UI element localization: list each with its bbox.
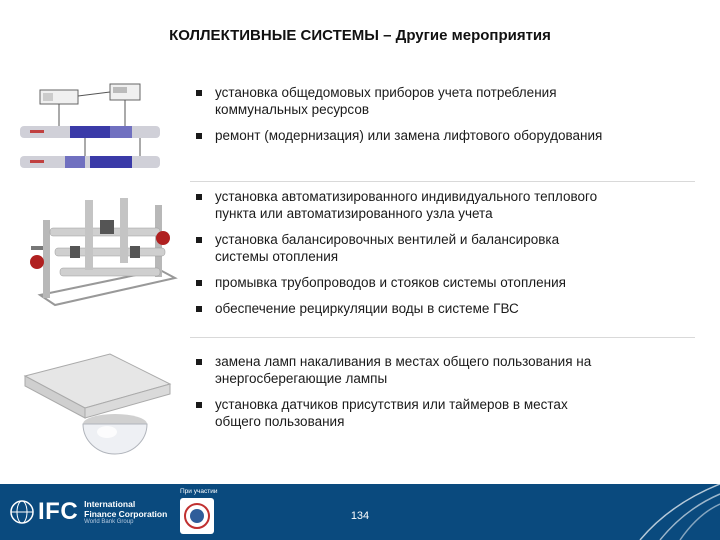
bullet-text-line: общего пользования: [215, 414, 345, 429]
bullet-text-line: обеспечение рециркуляции воды в системе ГВС: [215, 301, 519, 316]
footer-bar: [0, 484, 720, 540]
heat-substation-image: [15, 190, 185, 315]
bullet-text-line: промывка трубопроводов и стояков системы отопления: [215, 275, 566, 290]
bullet-text-line: ремонт (модернизация) или замена лифтового оборудования: [215, 128, 603, 143]
bullet-item: [196, 396, 696, 430]
ifc-globe-icon: [10, 500, 34, 524]
bullet-item: [196, 84, 696, 118]
page-number: 134: [350, 510, 370, 522]
ifc-name-line: International: [84, 499, 136, 509]
partner-logo: [180, 498, 214, 534]
meter-installation-diagram: [15, 78, 165, 178]
section-3-bullets: [196, 353, 696, 430]
bullet-text-line: установка балансировочных вентилей и балансировка: [215, 232, 560, 247]
bullet-text-line: коммунальных ресурсов: [215, 102, 370, 117]
bullet-text-line: энергосберегающие лампы: [215, 371, 388, 386]
ifc-name-line: Finance Corporation: [84, 509, 168, 519]
section-divider: [190, 337, 695, 338]
bullet-item: [196, 127, 696, 144]
bullet-item: [196, 353, 696, 387]
bullet-marker: [196, 280, 202, 286]
partner-label: При участии: [180, 488, 218, 495]
ifc-mark: IFC: [38, 498, 79, 525]
section-divider: [190, 181, 695, 182]
slide-title: КОЛЛЕКТИВНЫЕ СИСТЕМЫ – Другие мероприятия: [169, 27, 551, 44]
bullet-marker: [196, 306, 202, 312]
bullet-item: [196, 231, 696, 265]
bullet-marker: [196, 90, 202, 96]
presence-sensor-image: [15, 346, 175, 466]
ifc-name-block: [78, 499, 167, 525]
bullet-text-line: установка автоматизированного индивидуального теплового: [215, 189, 598, 204]
bullet-text-line: установка датчиков присутствия или таймеров в местах: [215, 397, 568, 412]
bullet-marker: [196, 133, 202, 139]
bullet-marker: [196, 237, 202, 243]
ifc-subtitle: World Bank Group: [84, 519, 134, 525]
bullet-marker: [196, 194, 202, 200]
ifc-logo: [10, 494, 167, 530]
bullet-text-line: системы отопления: [215, 249, 339, 264]
bullet-item: [196, 274, 696, 291]
section-1-bullets: [196, 84, 696, 144]
bullet-text-line: замена ламп накаливания в местах общего пользования на: [215, 354, 592, 369]
decorative-swoosh: [610, 484, 720, 540]
bullet-item: [196, 300, 696, 317]
bullet-text-line: пункта или автоматизированного узла учета: [215, 206, 493, 221]
bullet-text-line: установка общедомовых приборов учета потребления: [215, 85, 557, 100]
bullet-marker: [196, 402, 202, 408]
bullet-item: [196, 188, 696, 222]
bullet-marker: [196, 359, 202, 365]
section-2-bullets: [196, 188, 696, 317]
